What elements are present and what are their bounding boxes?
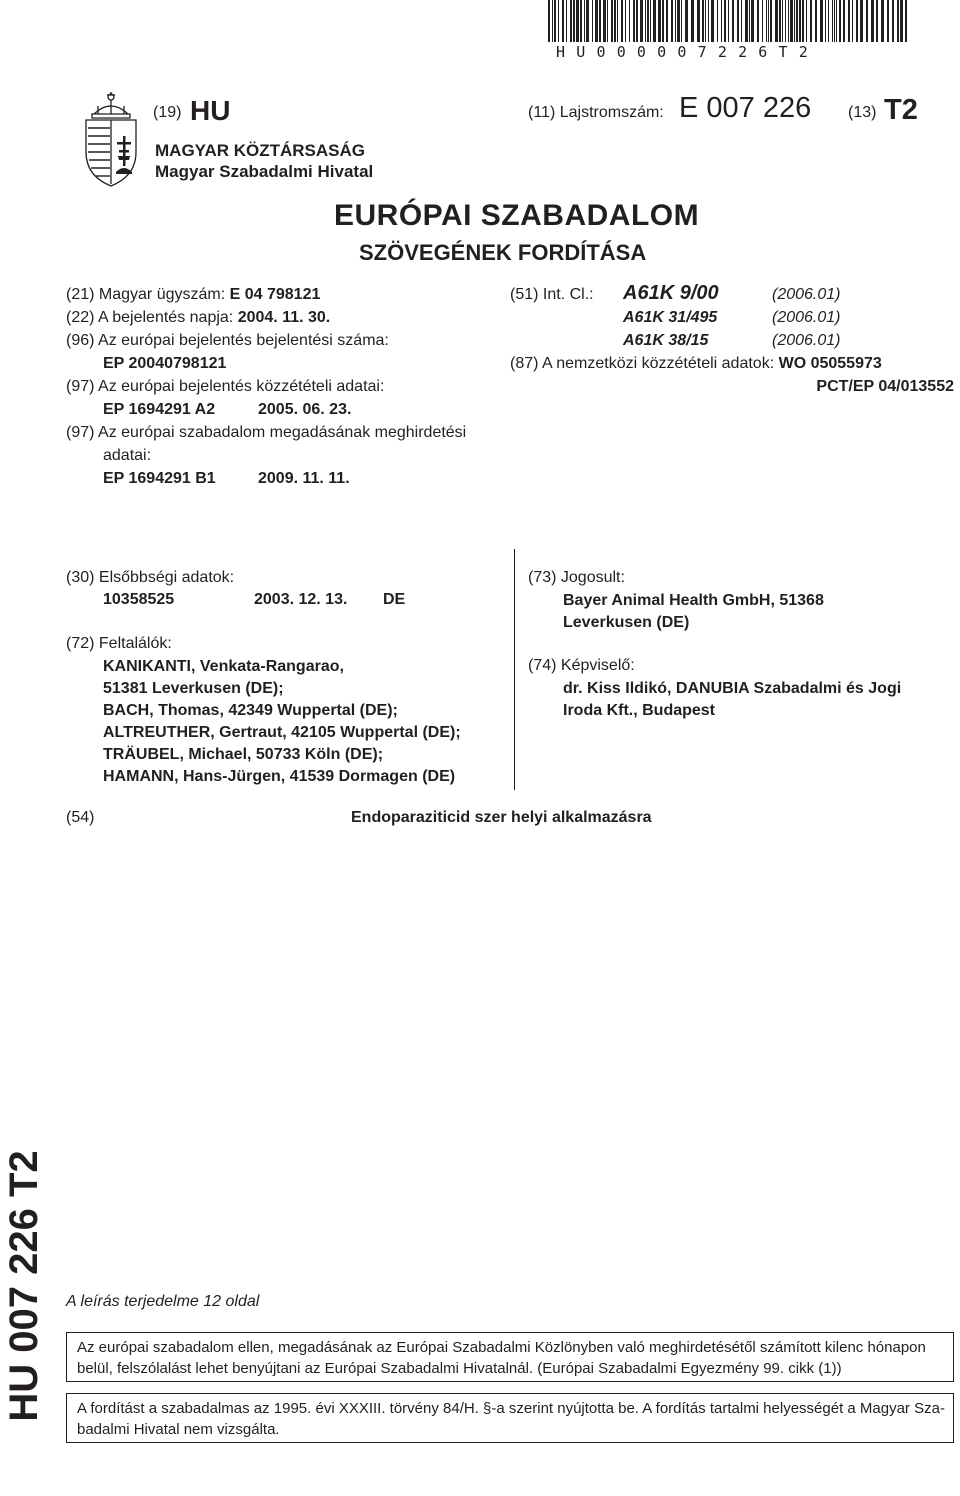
barcode-bar — [548, 0, 550, 42]
barcode-bar — [573, 0, 575, 42]
barcode-bar — [662, 0, 664, 42]
barcode-bar — [799, 0, 801, 42]
barcode-bar — [834, 0, 835, 42]
field-97a-label: (97) Az európai bejelentés közzétételi adatai: — [66, 378, 385, 395]
barcode-bar — [732, 0, 734, 42]
barcode-bar — [721, 0, 722, 42]
barcode-bar — [825, 0, 826, 42]
barcode-bar — [775, 0, 778, 42]
inventor-line: TRÄUBEL, Michael, 50733 Köln (DE); — [103, 746, 384, 763]
priority-country: DE — [383, 591, 406, 608]
barcode-bar — [691, 0, 694, 42]
barcode-bar — [796, 0, 798, 42]
barcode-bar — [766, 0, 767, 42]
barcode-bar — [558, 0, 559, 42]
barcode-bar — [705, 0, 706, 42]
coat-of-arms-icon — [80, 92, 142, 188]
barcode-bar — [751, 0, 754, 42]
field-97b-date: 2009. 11. 11. — [258, 470, 350, 487]
barcode-bar — [905, 0, 907, 42]
priority-number: 10358525 — [103, 591, 175, 608]
barcode-bar — [871, 0, 874, 42]
inventors-label: (72) Feltalálók: — [66, 635, 172, 652]
ipc-version-1: (2006.01) — [772, 286, 841, 303]
field-97a-ep: EP 1694291 A2 — [103, 401, 216, 418]
barcode-bar — [897, 0, 899, 42]
opposition-notice-line: Az európai szabadalom ellen, megadásának az Európai Szabadalmi Közlönyben való meghirdetésétől számított kilenc hónapon — [77, 1339, 926, 1356]
field-51-label: (51) Int. Cl.: — [510, 286, 594, 303]
barcode-bar — [650, 0, 651, 42]
barcode-bar — [603, 0, 606, 42]
owner-line: Leverkusen (DE) — [563, 614, 690, 631]
barcode-bar — [592, 0, 593, 42]
barcode-bar — [617, 0, 618, 42]
barcode-bar — [762, 0, 763, 42]
barcode-bar — [554, 0, 556, 42]
barcode-image — [548, 0, 910, 42]
barcode-bar — [815, 0, 817, 42]
field-21-value: E 04 798121 — [229, 286, 321, 303]
barcode-bar — [566, 0, 567, 42]
field-21-label: (21) Magyar ügyszám: — [66, 286, 226, 303]
barcode-bar — [790, 0, 793, 42]
barcode-bar — [697, 0, 700, 42]
registration-label: (11) Lajstromszám: — [528, 104, 664, 121]
barcode-bar — [614, 0, 616, 42]
barcode-bar — [570, 0, 572, 42]
barcode-bar — [770, 0, 772, 42]
agent-value — [563, 678, 901, 722]
field-22 — [66, 308, 330, 328]
barcode-bar — [757, 0, 759, 42]
barcode-bar — [629, 0, 630, 42]
barcode-bar — [666, 0, 668, 42]
ipc-version-2: (2006.01) — [772, 309, 841, 326]
barcode-bar — [728, 0, 729, 42]
country-code: HU — [190, 95, 231, 126]
barcode-bar — [677, 0, 680, 42]
barcode-bar — [658, 0, 661, 42]
barcode-bar — [595, 0, 598, 42]
barcode-bar — [685, 0, 688, 42]
barcode-bar — [675, 0, 676, 42]
field-97b-label: (97) Az európai szabadalom megadásának meghirdetési — [66, 424, 467, 441]
barcode-bar — [836, 0, 837, 42]
field-96-value: EP 20040798121 — [103, 355, 227, 372]
barcode-bar — [779, 0, 781, 42]
barcode-bar — [737, 0, 739, 42]
barcode-bar — [794, 0, 795, 42]
barcode-bar — [820, 0, 823, 42]
barcode-bar — [599, 0, 601, 42]
field-22-label: (22) A bejelentés napja: — [66, 309, 234, 326]
office-name: Magyar Szabadalmi Hivatal — [155, 162, 374, 181]
inventor-line: HAMANN, Hans-Jürgen, 41539 Dormagen (DE) — [103, 768, 456, 785]
agent-label: (74) Képviselő: — [528, 657, 635, 674]
field-87 — [510, 354, 882, 374]
barcode-bar — [828, 0, 829, 42]
ipc-code-2: A61K 31/495 — [623, 309, 718, 326]
barcode-bar — [876, 0, 878, 42]
field-87-pct: PCT/EP 04/013552 — [816, 378, 954, 395]
inventors-list — [103, 656, 461, 788]
barcode-bar — [552, 0, 553, 42]
barcode-bar — [768, 0, 769, 42]
barcode-bar — [611, 0, 613, 42]
barcode-bar — [900, 0, 903, 42]
barcode-bar — [856, 0, 858, 42]
barcode-bar — [860, 0, 863, 42]
barcode-bar — [785, 0, 786, 42]
description-extent: A leírás terjedelme 12 oldal — [66, 1293, 260, 1310]
document-subtitle: SZÖVEGÉNEK FORDÍTÁSA — [359, 240, 647, 265]
barcode-bar — [681, 0, 682, 42]
barcode-bar — [806, 0, 807, 42]
barcode-bar — [717, 0, 718, 42]
field-87-wo: WO 05055973 — [778, 355, 882, 372]
translation-notice-line: A fordítást a szabadalmas az 1995. évi XXXIII. törvény 84/H. §-a szerint nyújtotta be. A fordítás tartalmi helyességét a Magyar Sza- — [77, 1400, 945, 1417]
ipc-code-3: A61K 38/15 — [623, 332, 709, 349]
field-54-code: (54) — [66, 809, 95, 826]
document-title: EURÓPAI SZABADALOM — [334, 199, 700, 232]
barcode-bar — [788, 0, 789, 42]
ipc-code-1: A61K 9/00 — [623, 282, 719, 304]
column-divider — [514, 549, 515, 790]
barcode-bar — [671, 0, 673, 42]
barcode-bar — [866, 0, 868, 42]
field-22-value: 2004. 11. 30. — [237, 309, 331, 326]
barcode-bar — [640, 0, 643, 42]
barcode-bar — [711, 0, 714, 42]
field-97a-date: 2005. 06. 23. — [258, 401, 352, 418]
barcode-text: HU000007226T2 — [556, 43, 819, 61]
barcode-bar — [647, 0, 649, 42]
barcode-bar — [607, 0, 608, 42]
inventor-line: ALTREUTHER, Gertraut, 42105 Wuppertal (DE); — [103, 724, 461, 741]
barcode-bar — [843, 0, 845, 42]
inventor-line: KANIKANTI, Venkata-Rangarao, — [103, 658, 344, 675]
owner-label: (73) Jogosult: — [528, 569, 625, 586]
priority-label: (30) Elsőbbségi adatok: — [66, 569, 235, 586]
barcode-bar — [633, 0, 635, 42]
barcode-bar — [576, 0, 579, 42]
barcode-bar — [645, 0, 646, 42]
barcode-bar — [702, 0, 704, 42]
barcode-bar — [802, 0, 804, 42]
field-21 — [66, 285, 320, 305]
barcode-bar — [848, 0, 850, 42]
barcode-bar — [749, 0, 750, 42]
ipc-version-3: (2006.01) — [772, 332, 841, 349]
barcode-bar — [621, 0, 623, 42]
barcode-bar — [887, 0, 889, 42]
field-96-label: (96) Az európai bejelentés bejelentési száma: — [66, 332, 389, 349]
barcode-bar — [832, 0, 833, 42]
barcode-bar — [881, 0, 884, 42]
barcode-bar — [625, 0, 626, 42]
translation-notice-box — [66, 1393, 954, 1443]
inventor-line: 51381 Leverkusen (DE); — [103, 680, 284, 697]
priority-date: 2003. 12. 13. — [254, 591, 348, 608]
registration-number: E 007 226 — [679, 92, 812, 124]
agent-line: Iroda Kft., Budapest — [563, 702, 716, 719]
owner-value — [563, 590, 824, 634]
barcode-bar — [745, 0, 748, 42]
opposition-notice-box — [66, 1332, 954, 1382]
invention-title: Endoparaziticid szer helyi alkalmazásra — [351, 809, 652, 826]
barcode-bar — [653, 0, 656, 42]
barcode-bar — [586, 0, 589, 42]
field-97b-ep: EP 1694291 B1 — [103, 470, 216, 487]
opposition-notice-line: belül, felszólalást lehet benyújtani az Európai Szabadalmi Hivatalnál. (Európai Szabadalmi Egyezmény 99. cikk (1)) — [77, 1360, 842, 1377]
translation-notice-line: badalmi Hivatal nem vizsgálta. — [77, 1421, 280, 1438]
barcode-bar — [724, 0, 726, 42]
field-97b-label-cont: adatai: — [103, 447, 152, 464]
agent-line: dr. Kiss Ildikó, DANUBIA Szabadalmi és Jogi — [563, 680, 902, 697]
field-code-19: (19) — [153, 104, 182, 121]
organization-name: MAGYAR KÖZTÁRSASÁG — [155, 141, 365, 160]
document-kind: T2 — [884, 94, 918, 126]
barcode-bar — [892, 0, 894, 42]
barcode-bar — [810, 0, 812, 42]
barcode-bar — [741, 0, 742, 42]
barcode-bar — [580, 0, 582, 42]
owner-line: Bayer Animal Health GmbH, 51368 — [563, 592, 824, 609]
barcode-bar — [839, 0, 841, 42]
barcode-bar — [708, 0, 709, 42]
barcode-bar — [636, 0, 638, 42]
inventor-line: BACH, Thomas, 42349 Wuppertal (DE); — [103, 702, 398, 719]
barcode-bar — [782, 0, 783, 42]
barcode-bar — [584, 0, 585, 42]
side-document-number: HU 007 226 T2 — [2, 1150, 46, 1422]
field-87-label: (87) A nemzetközi közzétételi adatok: — [510, 355, 775, 372]
barcode-bar — [562, 0, 564, 42]
field-code-13: (13) — [848, 104, 877, 121]
barcode-bar — [852, 0, 853, 42]
